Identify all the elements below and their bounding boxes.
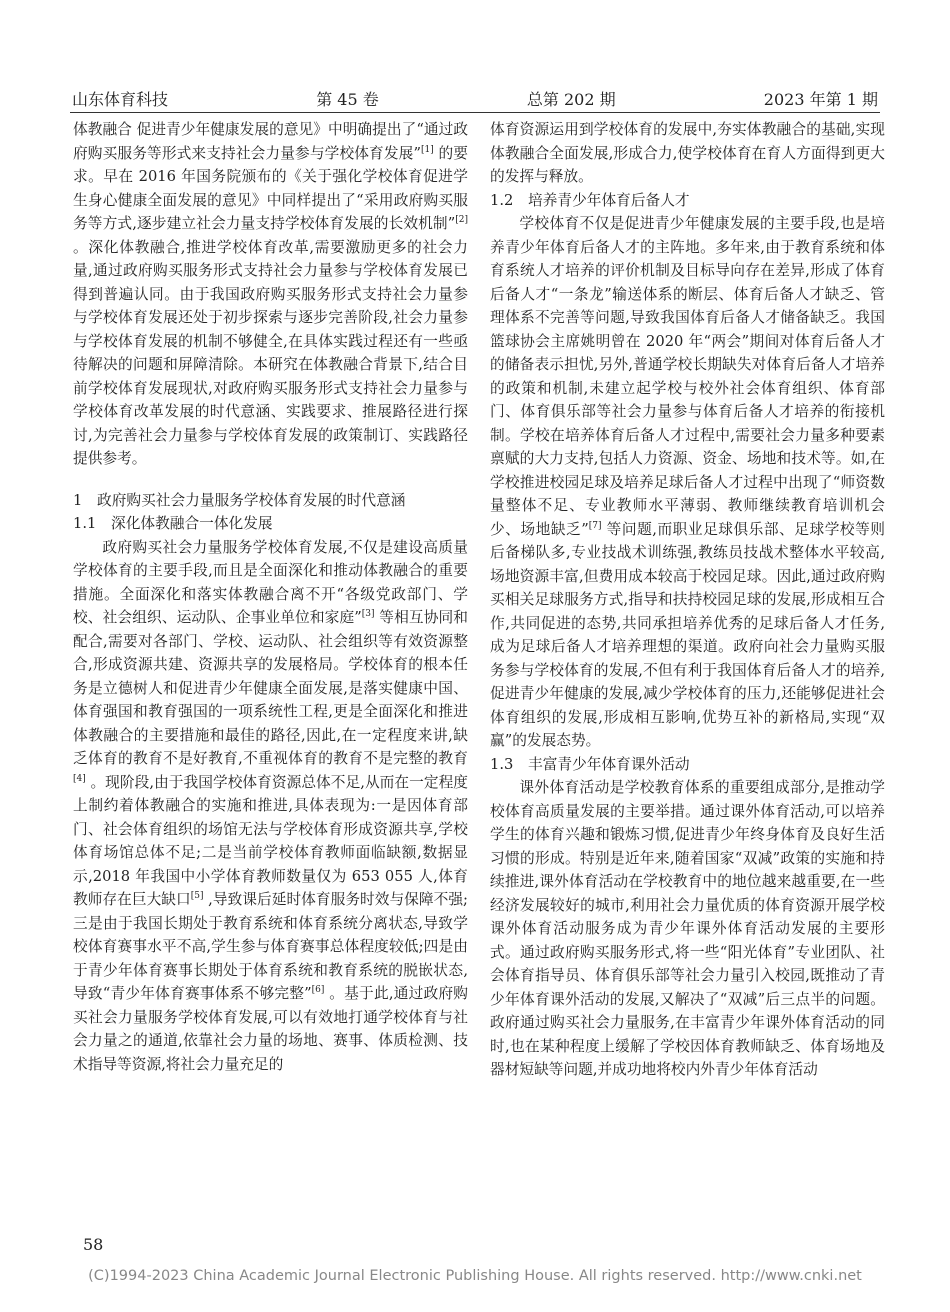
paragraph: 政府购买社会力量服务学校体育发展,不仅是建设高质量学校体育的主要手段,而且是全面深化和推动体教融合的重要措施。全面深化和落实体教融合离不开“各级党政部门、学校、社会组织、运动队、企事业单位和家庭”[3] 等相互协同和配合,需要对各部门、学校、运动队、社会组织等有效资源整合,形成资源共建、资源共享的发展格局。学校体育的根本任务是立德树人和促进青少年健康全面发展,是落实健康中国、体育强国和教育强国的一项系统性工程,更是全面深化和推进体教融合的主要措施和最佳的路径,因此,在一定程度来讲,缺乏体育的教育不是好教育,不重视体育的教育不是完整的教育[4] 。现阶段,由于我国学校体育资源总体不足,从而在一定程度上制约着体教融合的实施和推进,具体表现为:一是因体育部门、社会体育组织的场馆无法与学校体育形成资源共享,学校体育场馆总体不足;二是当前学校体育教师面临缺额,数据显示,2018 年我国中小学体育教师数量仅为 653 055 人,体育教师存在巨大缺口[5] ,导致课后延时体育服务时效与保障不强;三是由于我国长期处于教育系统和体育系统分离状态,导致学校体育赛事水平不高,学生参与体育赛事总体程度较低;四是由于青少年体育赛事长期处于体育系统和教育系统的脱嵌状态,导致“青少年体育赛事体系不够完整”[6] 。基于此,通过政府购买社会力量服务学校体育发展,可以有效地打通学校体育与社会力量之的通道,依靠社会力量的场地、赛事、体质检测、技术指导等资源,将社会力量充足的 — [73, 538, 468, 1073]
citation-ref[interactable]: [1] — [420, 144, 434, 155]
issue-total: 总第 202 期 — [526, 90, 616, 109]
right-column — [490, 118, 885, 1082]
citation-ref[interactable]: [7] — [588, 520, 602, 531]
paragraph: 课外体育活动是学校教育体系的重要组成部分,是推动学校体育高质量发展的主要举措。通过课外体育活动,可以培养学生的体育兴趣和锻炼习惯,促进青少年终身体育及良好生活习惯的形成。特别是近年来,随着国家“双减”政策的实施和持续推进,课外体育活动在学校教育中的地位越来越重要,在一些经济发展较好的城市,利用社会力量优质的体育资源开展学校课外体育活动服务成为青少年课外体育活动发展的主要形式。通过政府购买服务形式,将一些“阳光体育”专业团队、社会体育指导员、体育俱乐部等社会力量引入校园,既推动了青少年体育课外活动的发展,又解决了“双减”后三点半的问题。政府通过购买社会力量服务,在丰富青少年课外体育活动的同时,也在某种程度上缓解了学校因体育教师缺乏、体育场地及器材短缺等问题,并成功地将校内外青少年体育活动 — [490, 779, 885, 1078]
journal-name: 山东体育科技 — [72, 90, 169, 109]
volume-number: 第 45 卷 — [316, 90, 379, 109]
subsection-heading: 1.1 深化体教融合一体化发展 — [73, 515, 273, 532]
citation-ref[interactable]: [5] — [190, 891, 204, 902]
section-heading: 1 政府购买社会力量服务学校体育发展的时代意涵 — [73, 491, 406, 509]
page-number: 58 — [83, 1235, 104, 1254]
citation-ref[interactable]: [2] — [455, 215, 468, 226]
header-rule — [70, 112, 880, 113]
paragraph: 体教融合 促进青少年健康发展的意见》中明确提出了“通过政府购买服务等形式来支持社会力量参与学校体育发展”[1] 的要求。早在 2016 年国务院颁布的《关于强化学校体育促进学生身心健康全面发展的意见》中同样提出了“采用政府购买服务等方式,逐步建立社会力量支持学校体育发展的长效机制”[2] 。深化体教融合,推进学校体育改革,需要激励更多的社会力量,通过政府购买服务形式支持社会力量参与学校体育发展已得到普遍认同。由于我国政府购买服务形式支持社会力量参与学校体育发展还处于初步探索与逐步完善阶段,社会力量参与学校体育发展的机制不够健全,在具体实践过程还有一些亟待解决的问题和屏障清除。本研究在体教融合背景下,结合目前学校体育发展现状,对政府购买服务形式支持社会力量参与学校体育改革发展的时代意涵、实践要求、推展路径进行探讨,为完善社会力量参与学校体育发展的政策制订、实践路径提供参考。 — [73, 121, 468, 467]
copyright-footer: (C)1994-2023 China Academic Journal Electronic Publishing House. All rights reserved. http://www.cnki.net — [88, 1268, 862, 1284]
subsection-heading: 1.2 培养青少年体育后备人才 — [490, 191, 690, 209]
citation-ref[interactable]: [3] — [361, 609, 375, 620]
paragraph: 体育资源运用到学校体育的发展中,夯实体教融合的基础,实现体教融合全面发展,形成合力,使学校体育在育人方面得到更大的发挥与释放。 — [490, 121, 885, 185]
citation-ref[interactable]: [6] — [311, 985, 325, 996]
left-column — [73, 118, 468, 1076]
citation-ref[interactable]: [4] — [73, 773, 86, 784]
page-header — [72, 80, 878, 110]
paragraph: 学校体育不仅是促进青少年健康发展的主要手段,也是培养青少年体育后备人才的主阵地。多年来,由于教育系统和体育系统人才培养的评价机制及目标导向存在差异,形成了体育后备人才“一条龙”输送体系的断层、体育后备人才缺乏、管理体系不完善等问题,导致我国体育后备人才储备缺乏。我国篮球协会主席姚明曾在 2020 年“两会”期间对体育后备人才的储备表示担忧,另外,普通学校长期缺失对体育后备人才培养的政策和机制,未建立起学校与校外社会体育组织、体育部门、体育俱乐部等社会力量参与体育后备人才培养的衔接机制。学校在培养体育后备人才过程中,需要社会力量多种要素禀赋的大力支持,包括人力资源、资金、场地和技术等。如,在学校推进校园足球及培养足球后备人才过程中出现了“师资数量整体不足、专业教师水平薄弱、教师继续教育培训机会少、场地缺乏”[7] 等问题,而职业足球俱乐部、足球学校等则后备梯队多,专业技战术训练强,教练员技战术整体水平较高,场地资源丰富,但费用成本较高于校园足球。因此,通过政府购买相关足球服务方式,指导和扶持校园足球的发展,形成相互合作,共同促进的态势,共同承担培养优秀的足球后备人才任务,成为足球后备人才培养理想的渠道。政府向社会力量购买服务参与学校体育的发展,不但有利于我国体育后备人才的培养,促进青少年健康的发展,减少学校体育的压力,还能够促进社会体育组织的发展,形成相互影响,优势互补的新格局,实现“双赢”的发展态势。 — [490, 215, 885, 749]
year-issue: 2023 年第 1 期 — [763, 90, 878, 109]
subsection-heading: 1.3 丰富青少年体育课外活动 — [490, 755, 690, 773]
